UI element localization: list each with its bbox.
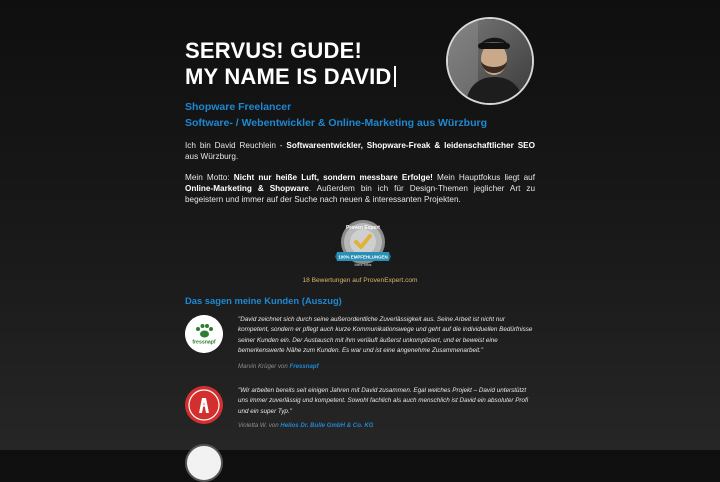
hero-line-2: MY NAME IS DAVID [185, 64, 392, 89]
role-primary: Shopware Freelancer [185, 101, 292, 113]
fressnapf-logo-text: fressnapf [192, 339, 216, 346]
testimonial-author [238, 363, 319, 370]
testimonial-quote: "Wir arbeiten bereits seit einigen Jahren mit David zusammen. Egal welches Projekt – David unterstützt uns immer zuverlässig und kompetent. Sowohl fachlich als auch menschlich ist David ein absoluter Profi und ein super Typ." [238, 387, 529, 415]
role-secondary: Software- / Webentwickler & Online-Marketing aus Würzburg [185, 117, 488, 129]
seal-top-text: Proven Expert [346, 225, 380, 231]
motto-text-2: Mein Hauptfokus liegt auf [432, 173, 535, 182]
intro-text-1: Ich bin David Reuchlein - [185, 141, 287, 150]
intro-text-2: aus Würzburg. [185, 152, 239, 162]
intro-bold-1: Softwareentwickler, Shopware-Freak & leidenschaftlicher SEO [286, 141, 535, 150]
hero-line-1: SERVUS! GUDE! [185, 38, 362, 63]
intro-paragraph [185, 140, 535, 162]
company-link[interactable]: Helios Dr. Bulle GmbH & Co. KG [280, 422, 374, 429]
hero-title [185, 38, 396, 90]
testimonial-helios [185, 386, 535, 434]
author-name: Violetta W. von [238, 422, 281, 429]
avatar [446, 17, 534, 105]
fressnapf-logo [185, 315, 223, 353]
motto-text-1: Mein Motto: [185, 173, 234, 182]
helios-logo [185, 386, 223, 424]
seal-ribbon-text: 100% EMPFEHLUNGEN [338, 254, 388, 260]
proven-expert-seal[interactable] [335, 218, 391, 270]
motto-bold-2: Online-Marketing & Shopware [185, 184, 309, 194]
reviews-link[interactable]: 18 Bewertungen auf ProvenExpert.com [302, 277, 418, 284]
testimonial-fressnapf [185, 315, 535, 373]
motto-text-3: . Außerdem bin ich für Design-Themen jeglicher Art zu begeistern und immer auf der Suche nach neuen & interessanten Projekten. [185, 184, 535, 205]
testimonials-title: Das sagen meine Kunden (Auszug) [185, 295, 342, 306]
testimonial-quote: "David zeichnet sich durch seine außerordentliche Zuverlässigkeit aus. Seine Arbeit ist nicht nur kompetent, sondern er pflegt auch kurze Kommunikationswege und geht auf die individuellen Bedürfnisse seiner Kunden ein. Der Austausch mit ihm verläuft äußerst unkompliziert, und er beweist eine bemerkenswerte Nähe zum Kunden. Es war und ist eine angenehme Zusammenarbeit." [238, 316, 533, 355]
typing-cursor [394, 66, 396, 87]
seal-sub-text: Mehr Infos [354, 263, 372, 267]
company-link[interactable]: Fressnapf [289, 363, 319, 370]
author-name: Marvin Krüger von [238, 363, 290, 370]
avatar-photo-icon [448, 19, 532, 103]
motto-bold-1: Nicht nur heiße Luft, sondern messbare Erfolge! [233, 173, 433, 182]
testimonial-author [238, 422, 373, 429]
motto-paragraph [185, 172, 535, 206]
